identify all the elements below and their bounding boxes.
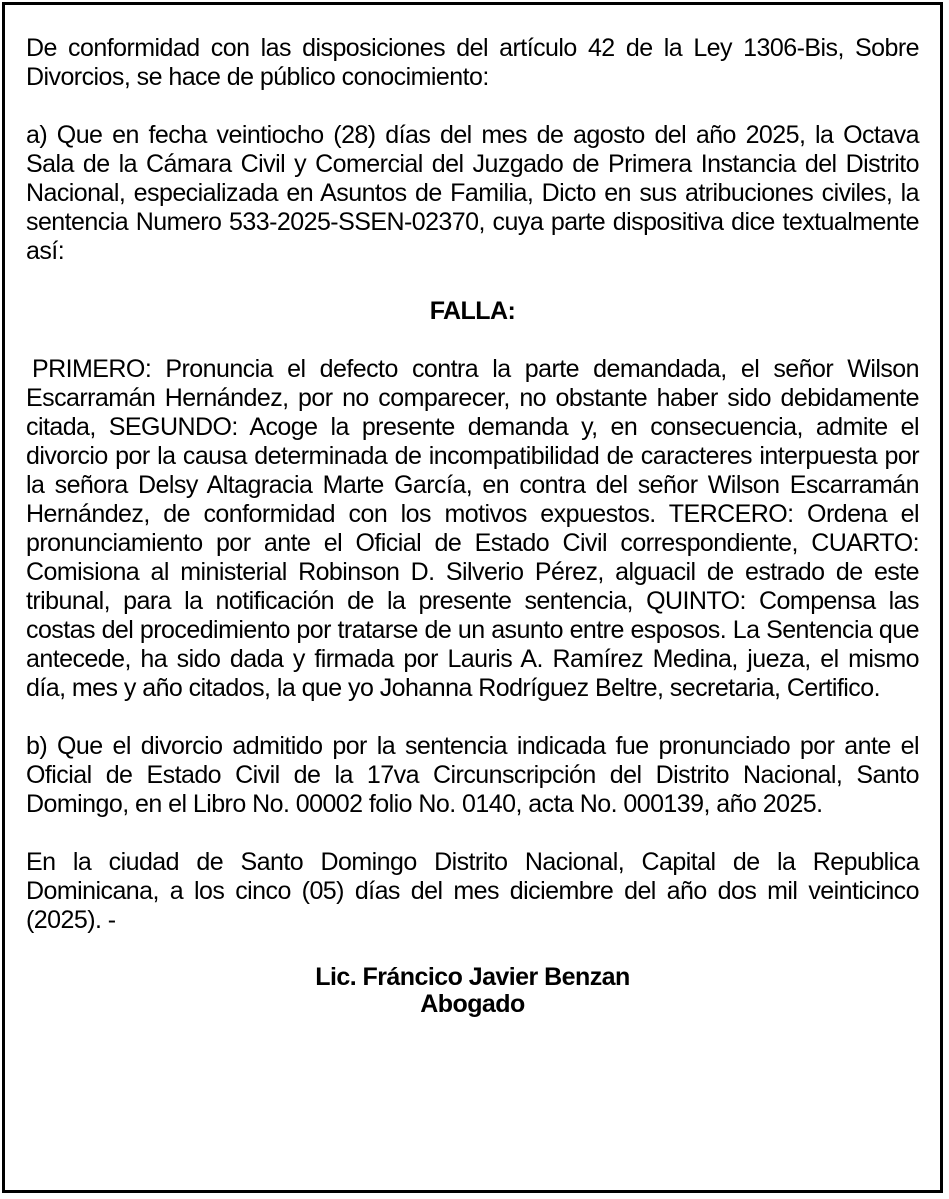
intro-paragraph: De conformidad con las disposiciones del artículo 42 de la Ley 1306-Bis, Sobre Divorcios, se hace de público conocimiento: bbox=[26, 34, 919, 91]
spacer bbox=[26, 92, 919, 121]
spacer bbox=[26, 326, 919, 355]
legal-notice bbox=[26, 34, 919, 1018]
spacer bbox=[26, 266, 919, 295]
spacer bbox=[26, 935, 919, 964]
spacer bbox=[26, 703, 919, 732]
falla-paragraph: PRIMERO: Pronuncia el defecto contra la parte demandada, el señor Wilson Escarramán Hernández, por no comparecer, no obstante haber sido debidamente citada, SEGUNDO: Acoge la presente demanda y, en consecuencia, admite el divorcio por la causa determinada de incompatibilidad de caracteres interpuesta por la señora Delsy Altagracia Marte García, en contra del señor Wilson Escarramán Hernández, de conformidad con los motivos expuestos. TERCERO: Ordena el pronunciamiento por ante el Oficial de Estado Civil correspondiente, CUARTO: Comisiona al ministerial Robinson D. Silverio Pérez, alguacil de estrado de este tribunal, para la notificación de la presente sentencia, QUINTO: Compensa las costas del procedimiento por tratarse de un asunto entre esposos. La Sentencia que antecede, ha sido dada y firmada por Lauris A. Ramírez Medina, jueza, el mismo día, mes y año citados, la que yo Johanna Rodríguez Beltre, secretaria, Certifico. bbox=[26, 355, 919, 702]
falla-heading: FALLA: bbox=[429, 297, 516, 325]
section-b-paragraph: b) Que el divorcio admitido por la sentencia indicada fue pronunciado por ante el Oficial de Estado Civil de la 17va Circunscripción del Distrito Nacional, Santo Domingo, en el Libro No. 00002 folio No. 0140, acta No. 000139, año 2025. bbox=[26, 732, 919, 818]
signature-name: Lic. Fráncico Javier Benzan bbox=[315, 963, 630, 991]
section-a-paragraph: a) Que en fecha veintiocho (28) días del mes de agosto del año 2025, la Octava Sala de la Cámara Civil y Comercial del Juzgado de Primera Instancia del Distrito Nacional, especializada en Asuntos de Familia, Dicto en sus atribuciones civiles, la sentencia Numero 533-2025-SSEN-02370, cuya parte dispositiva dice textualmente así: bbox=[26, 121, 919, 265]
closing-paragraph: En la ciudad de Santo Domingo Distrito Nacional, Capital de la Republica Dominicana, a los cinco (05) días del mes diciembre del año dos mil veinticinco (2025). - bbox=[26, 848, 919, 934]
signature-block bbox=[26, 964, 919, 1018]
spacer bbox=[26, 819, 919, 848]
signature-role: Abogado bbox=[420, 990, 525, 1018]
